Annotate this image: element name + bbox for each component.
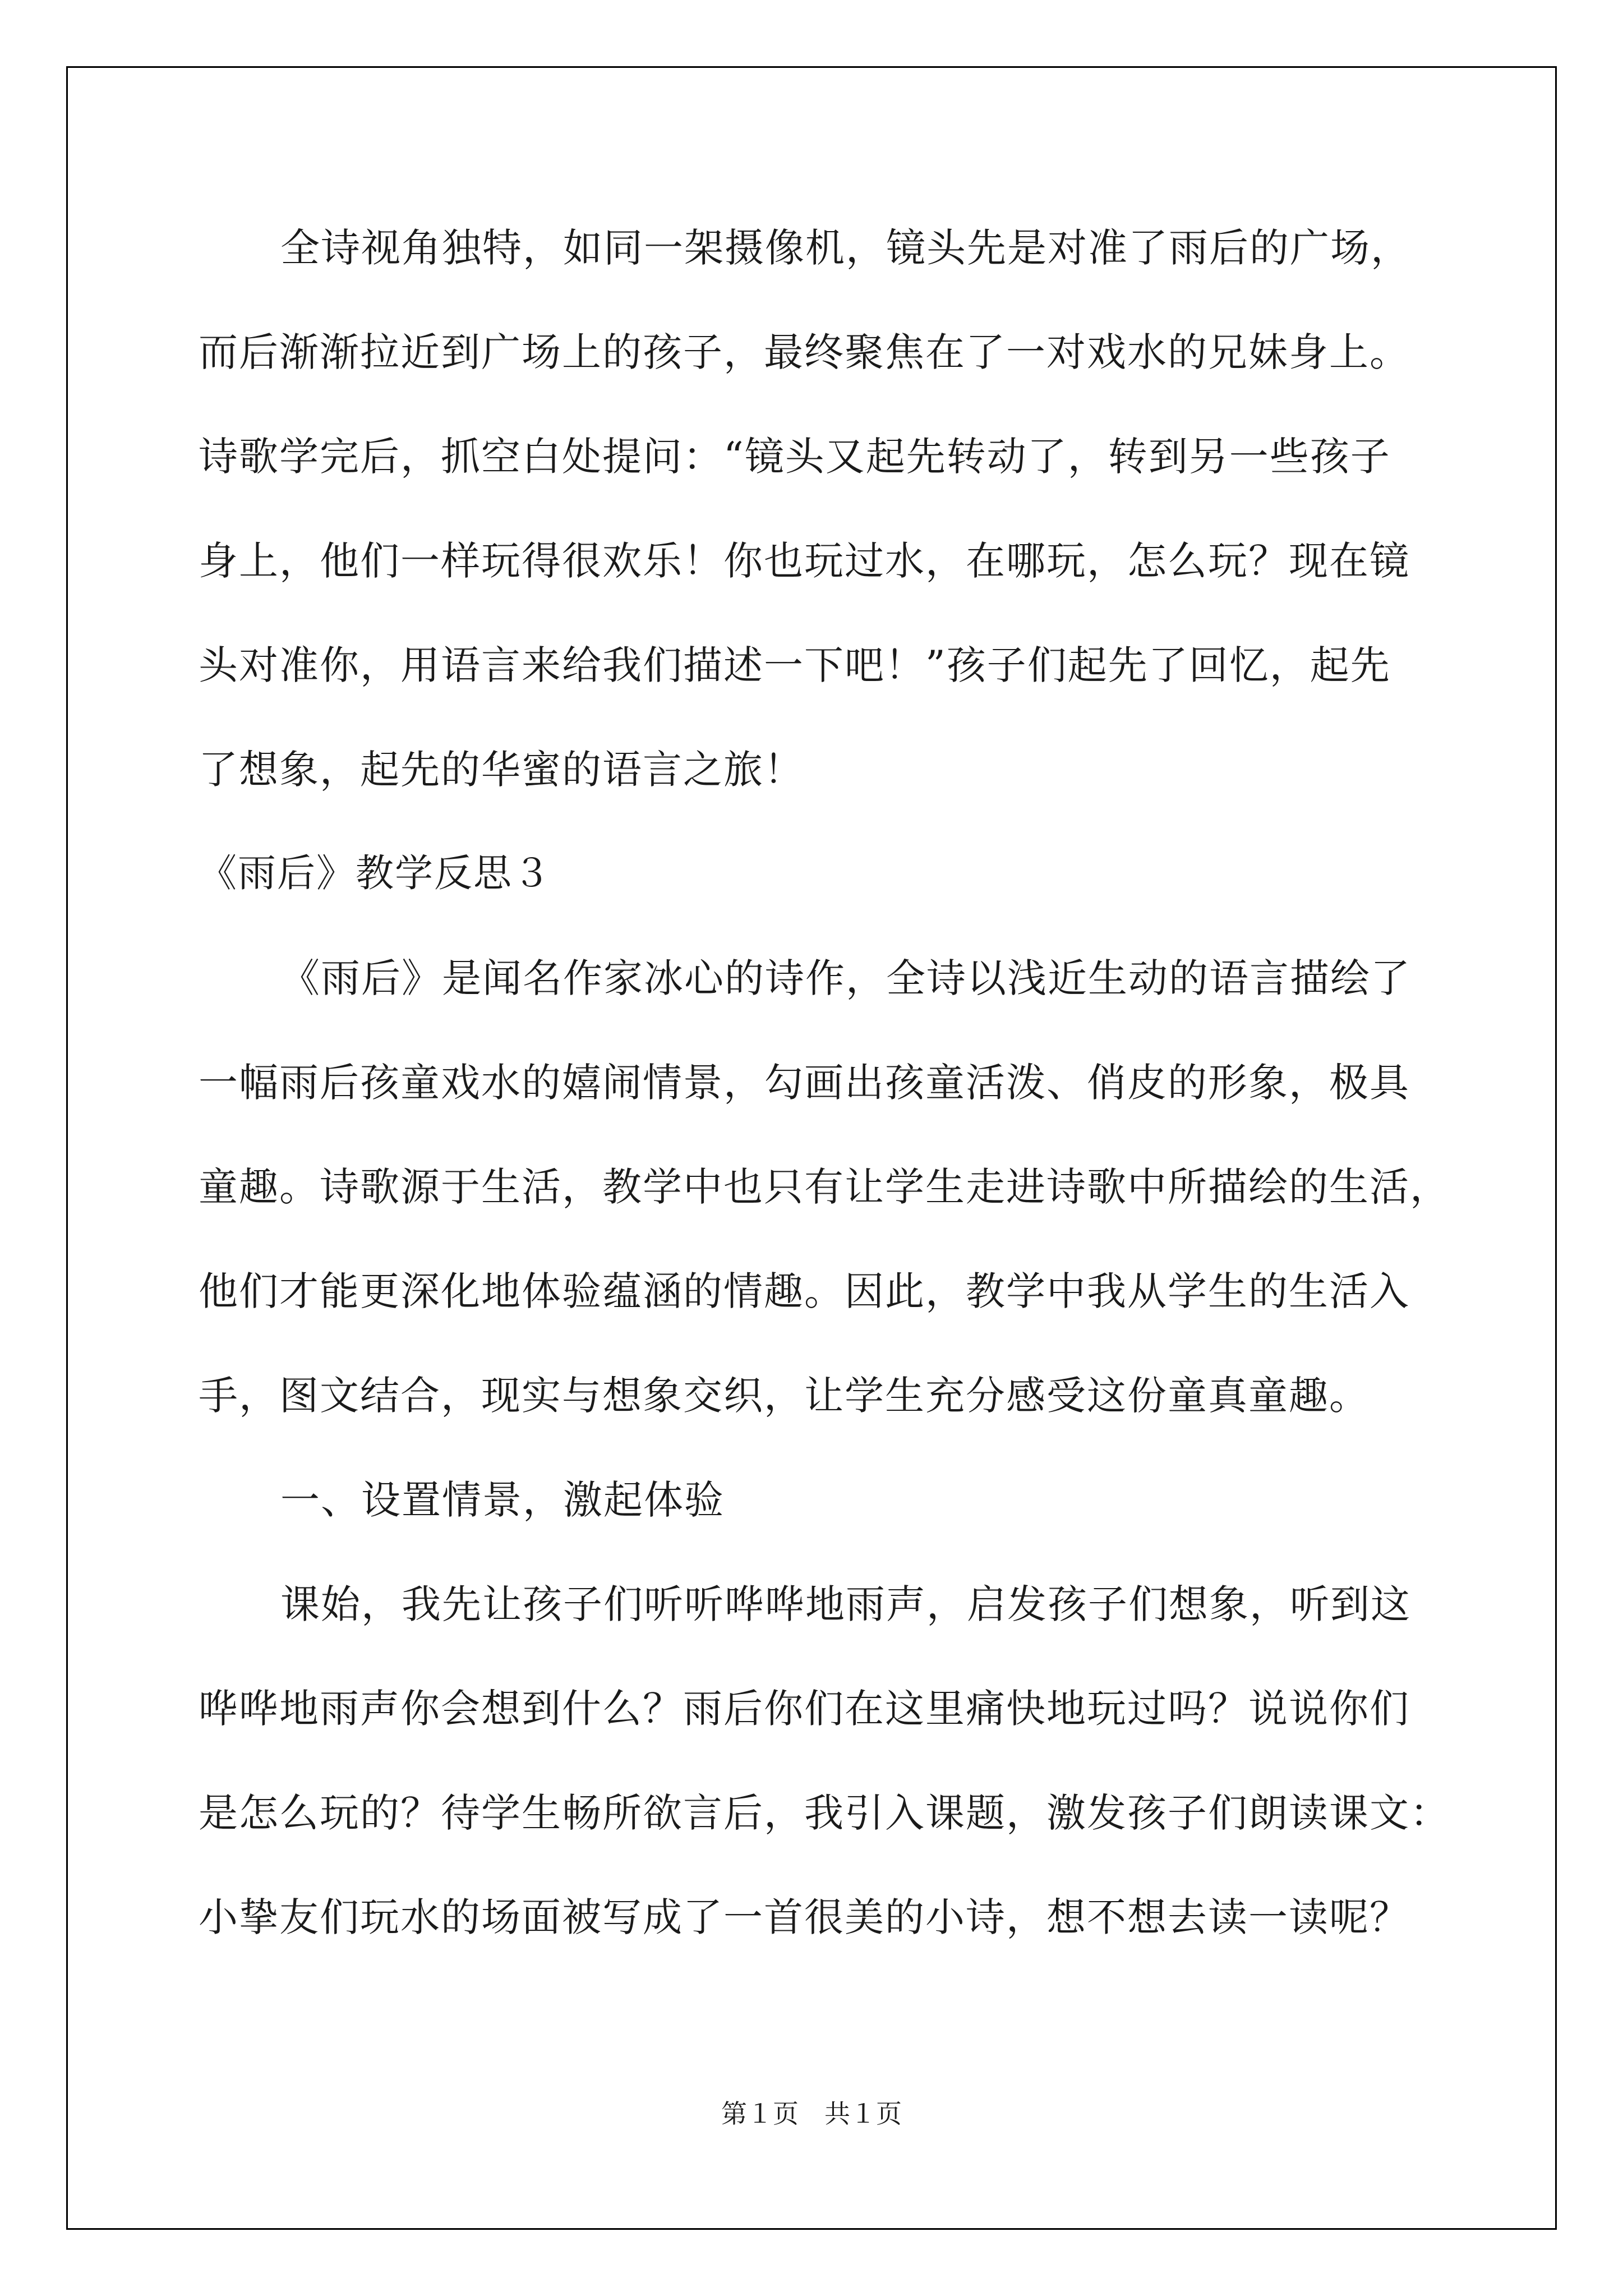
- paragraph-line: 是怎么玩的？待学生畅所欲言后，我引入课题，激发孩子们朗读课文：: [199, 1790, 1450, 1836]
- paragraph-line: 而后渐渐拉近到广场上的孩子，最终聚焦在了一对戏水的兄妹身上。: [199, 329, 1410, 375]
- paragraph-line: 全诗视角独特，如同一架摄像机，镜头先是对准了雨后的广场，: [280, 225, 1411, 271]
- paragraph-line: 身上，他们一样玩得很欢乐！你也玩过水，在哪玩，怎么玩？现在镜: [199, 538, 1410, 584]
- paragraph-line: 童趣。诗歌源于生活，教学中也只有让学生走进诗歌中所描绘的生活，: [199, 1164, 1450, 1210]
- paragraph-line: 小挚友们玩水的场面被写成了一首很美的小诗，想不想去读一读呢？: [199, 1894, 1410, 1940]
- section-heading: 《雨后》教学反思３: [199, 852, 552, 896]
- paragraph-line: 头对准你，用语言来给我们描述一下吧！”孩子们起先了回忆，起先: [199, 642, 1391, 688]
- paragraph-line: 哗哗地雨声你会想到什么？雨后你们在这里痛快地玩过吗？说说你们: [199, 1686, 1410, 1732]
- paragraph-line: 诗歌学完后，抓空白处提问：“镜头又起先转动了，转到另一些孩子: [199, 434, 1391, 480]
- paragraph-line: 他们才能更深化地体验蕴涵的情趣。因此，教学中我从学生的生活入: [199, 1268, 1410, 1314]
- paragraph-line: 了想象，起先的华蜜的语言之旅！: [199, 747, 804, 793]
- page-footer: 第１页 共１页: [721, 2099, 902, 2129]
- subsection-heading: 一、设置情景，激起体验: [280, 1477, 725, 1523]
- paragraph-line: 手，图文结合，现实与想象交织，让学生充分感受这份童真童趣。: [199, 1373, 1370, 1419]
- paragraph-line: 课始，我先让孩子们听听哗哗地雨声，启发孩子们想象，听到这: [280, 1581, 1411, 1627]
- paragraph-line: 一幅雨后孩童戏水的嬉闹情景，勾画出孩童活泼、俏皮的形象，极具: [199, 1060, 1410, 1106]
- paragraph-line: 《雨后》是闻名作家冰心的诗作，全诗以浅近生动的语言描绘了: [280, 955, 1411, 1001]
